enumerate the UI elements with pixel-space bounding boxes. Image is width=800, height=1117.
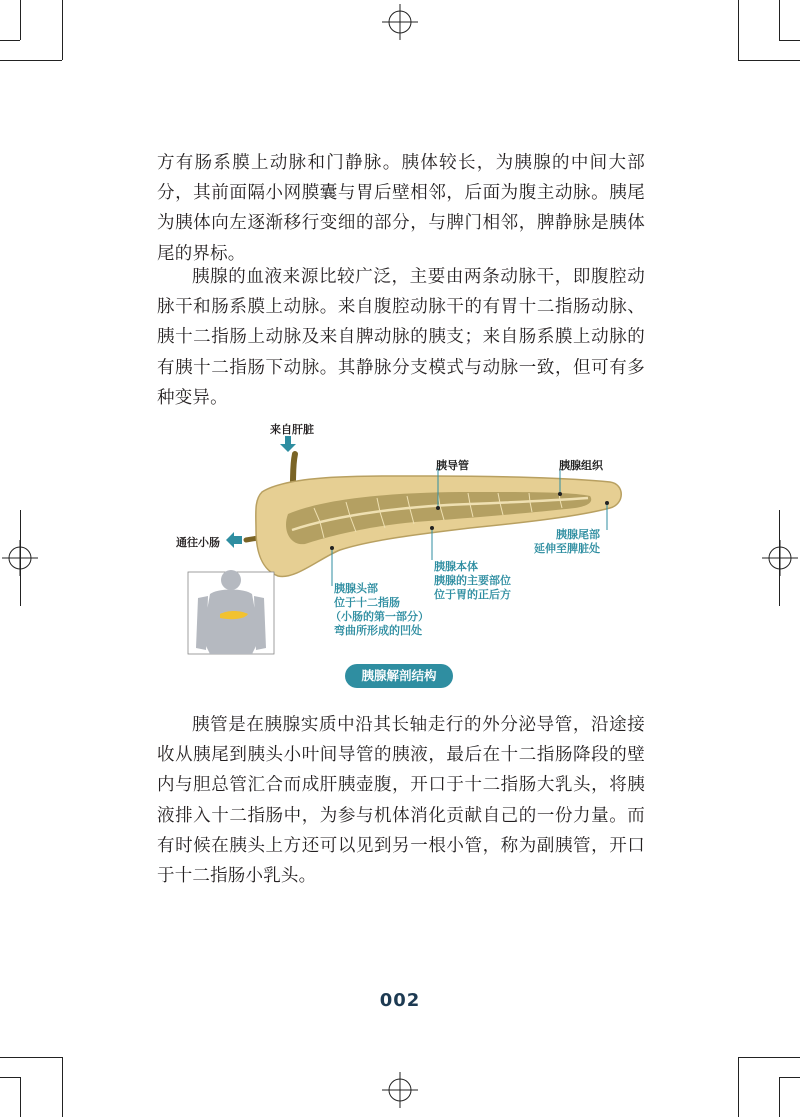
crop-mark xyxy=(779,510,780,606)
arrow-down-icon xyxy=(280,436,296,452)
registration-mark-bottom xyxy=(382,1072,418,1108)
registration-mark-right xyxy=(762,540,798,576)
figure-caption: 胰腺解剖结构 xyxy=(345,664,453,688)
crop-mark xyxy=(738,60,800,61)
crop-mark xyxy=(738,0,739,60)
label-head-2: 位于十二指肠 xyxy=(334,596,400,609)
crop-mark xyxy=(0,60,62,61)
page-number: 002 xyxy=(379,990,421,1011)
label-to-intestine xyxy=(176,536,220,550)
crop-mark xyxy=(62,0,63,60)
crop-mark xyxy=(20,0,21,40)
label-tail-1: 胰腺尾部 xyxy=(556,528,600,541)
paragraph-1: 方有肠系膜上动脉和门静脉。胰体较长，为胰腺的中间大部分，其前面隔小网膜囊与胃后壁相邻，后面为腹主动脉。胰尾为胰体向左逐渐移行变细的部分，与脾门相邻，脾静脉是胰体尾的界标。 xyxy=(157,153,645,264)
label-head-3: （小肠的第一部分） xyxy=(330,610,429,623)
label-head-1: 胰腺头部 xyxy=(334,582,378,595)
crop-mark xyxy=(738,1057,800,1058)
crop-mark xyxy=(779,1077,800,1078)
arrow-left-icon xyxy=(226,532,242,548)
label-from-liver xyxy=(270,423,314,437)
crop-mark xyxy=(0,40,20,41)
label-body-3: 位于胃的正后方 xyxy=(434,588,511,601)
label-intestine: 小肠 xyxy=(198,536,220,549)
crop-mark xyxy=(779,40,800,41)
registration-mark-top xyxy=(382,4,418,40)
crop-mark xyxy=(20,510,21,606)
crop-mark xyxy=(62,1057,63,1117)
label-tail-2: 延伸至脾脏处 xyxy=(534,542,600,555)
crop-mark xyxy=(0,1077,20,1078)
label-body-2: 胰腺的主要部位 xyxy=(434,574,511,587)
label-to-prefix: 通往 xyxy=(176,536,198,549)
crop-mark xyxy=(738,1057,739,1117)
crop-mark xyxy=(779,0,780,40)
pancreas-figure xyxy=(170,418,640,663)
label-duct: 胰导管 xyxy=(436,459,469,472)
label-liver: 肝脏 xyxy=(292,423,314,436)
crop-mark xyxy=(20,1077,21,1117)
label-head-4: 弯曲所形成的凹处 xyxy=(334,624,422,637)
crop-mark xyxy=(779,1077,780,1117)
label-tissue: 胰腺组织 xyxy=(559,459,603,472)
paragraph-2: 胰腺的血液来源比较广泛，主要由两条动脉干，即腹腔动脉干和肠系膜上动脉。来自腹腔动脉干的有胃十二指肠动脉、胰十二指肠上动脉及来自脾动脉的胰支；来自肠系膜上动脉的有胰十二指肠下动脉。其静脉分支模式与动脉一致，但可有多种变异。 xyxy=(157,267,645,408)
label-body-1: 胰腺本体 xyxy=(434,560,478,573)
crop-mark xyxy=(0,1057,62,1058)
body-inset xyxy=(188,570,274,654)
label-from-prefix: 来自 xyxy=(270,423,292,436)
paragraph-3: 胰管是在胰腺实质中沿其长轴走行的外分泌导管，沿途接收从胰尾到胰头小叶间导管的胰液，最后在十二指肠降段的壁内与胆总管汇合而成肝胰壶腹，开口于十二指肠大乳头，将胰液排入十二指肠中，为参与机体消化贡献自己的一份力量。而有时候在胰头上方还可以见到另一根小管，称为副胰管，开口于十二指肠小乳头。 xyxy=(157,715,645,887)
